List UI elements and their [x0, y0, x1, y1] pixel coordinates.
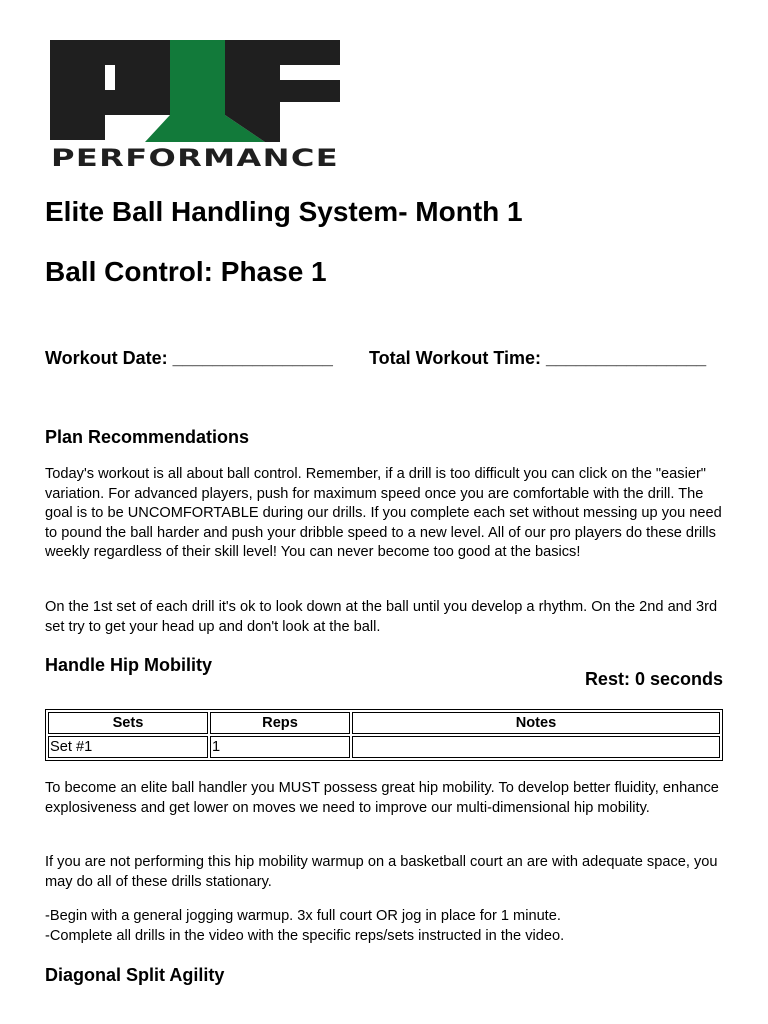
table-header-row — [48, 712, 720, 734]
workout-fields — [45, 348, 707, 369]
table-row — [48, 736, 720, 758]
sets-table — [45, 709, 723, 761]
table-cell-notes — [352, 736, 720, 758]
hip-mobility-paragraph-2: If you are not performing this hip mobility warmup on a basketball court an are with adequate space, you may do all of these drills stationary. — [45, 854, 718, 890]
page-title: Elite Ball Handling System- Month 1 — [45, 196, 523, 227]
column-header-reps: Reps — [210, 712, 350, 734]
total-workout-time-field: Total Workout Time: ________________ — [369, 348, 707, 368]
drill-heading-hip-mobility: Handle Hip Mobility — [45, 655, 213, 675]
plan-paragraph-2: On the 1st set of each drill it's ok to look down at the ball until you develop a rhythm. On the 2nd and 3rd set try to get your head up and don't look at the ball. — [45, 599, 718, 635]
workout-date-field: Workout Date: ________________ — [45, 348, 333, 368]
page-subtitle: Ball Control: Phase 1 — [45, 256, 327, 287]
logo-letter-p — [50, 40, 170, 140]
table-cell-reps: 1 — [210, 736, 350, 758]
plan-heading: Plan Recommendations — [45, 427, 250, 447]
table-cell-set: Set #1 — [48, 736, 208, 758]
pjf-performance-logo — [50, 40, 340, 170]
hip-mobility-paragraph-1: To become an elite ball handler you MUST possess great hip mobility. To develop better fluidity, enhance explosiveness and get lower on moves we need to improve our multi-dimensional hip mobility. — [45, 780, 719, 816]
column-header-sets: Sets — [48, 712, 208, 734]
logo-wordmark: PERFORMANCE — [51, 144, 339, 170]
rest-time: Rest: 0 seconds — [584, 669, 723, 689]
instruction-line-1: -Begin with a general jogging warmup. 3x full court OR jog in place for 1 minute. — [45, 908, 561, 924]
instruction-line-2: -Complete all drills in the video with the specific reps/sets instructed in the video. — [45, 928, 565, 944]
column-header-notes: Notes — [352, 712, 720, 734]
plan-paragraph-1: Today's workout is all about ball control. Remember, if a drill is too difficult you can click on the "easier" variation. For advanced players, push for maximum speed once you are comfortable with the drill. The goal is to be UNCOMFORTABLE during our drills. If you complete each set without messing up you need to pound the ball harder and push your dribble speed to a new level. All of our pro players do these drills weekly regardless of their skill level! You can never become too good at the basics! — [45, 466, 722, 560]
drill-heading-diagonal-split-agility: Diagonal Split Agility — [45, 965, 225, 985]
